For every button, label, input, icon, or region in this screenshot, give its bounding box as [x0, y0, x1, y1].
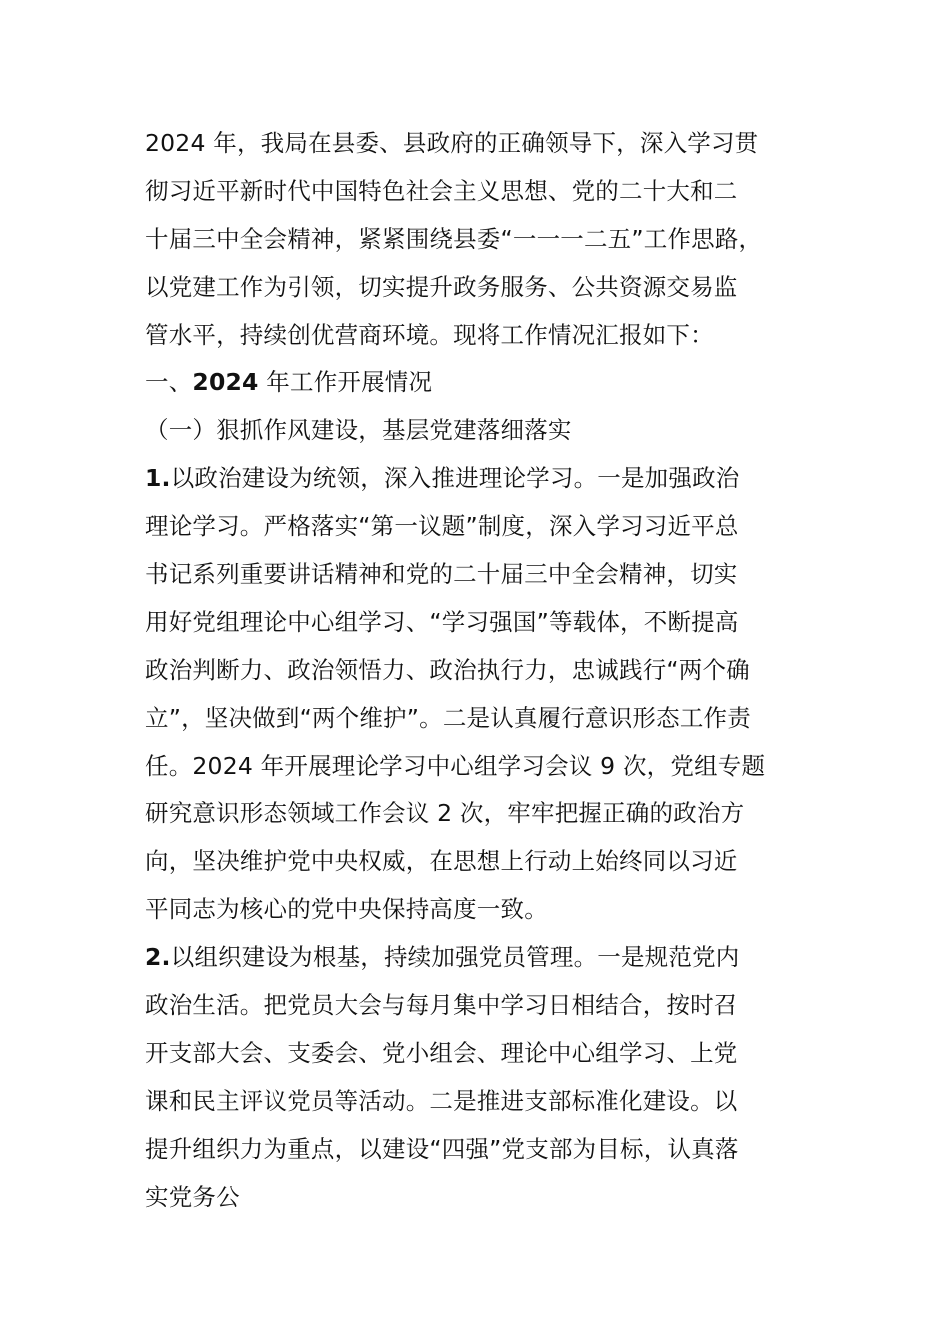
item-line: 实党务公	[145, 1182, 240, 1211]
section-title: 年工作开展情况	[258, 368, 433, 397]
item-line: 平同志为核心的党中央保持高度一致。	[145, 895, 548, 924]
intro-line: 十届三中全会精神，紧紧围绕县委“一一一二五”工作思路，	[145, 224, 763, 253]
subsection-heading: （一）狠抓作风建设，基层党建落细落实	[145, 416, 572, 445]
item-first-line	[145, 455, 845, 503]
section-heading	[145, 359, 845, 407]
item-line: 向，坚决维护党中央权威，在思想上行动上始终同以习近	[145, 847, 738, 876]
item-line: 用好党组理论中心组学习、“学习强国”等载体，不断提高	[145, 607, 739, 636]
document-page	[145, 120, 845, 1221]
item-title: 以政治建设为统领，深入推进理论学习。一是加强政治	[170, 464, 740, 493]
item-title: 以组织建设为根基，持续加强党员管理。一是规范党内	[170, 943, 740, 972]
item-first-line	[145, 934, 845, 982]
item-line: 政治生活。把党员大会与每月集中学习日相结合，按时召	[145, 991, 738, 1020]
item-line: 课和民主评议党员等活动。二是推进支部标准化建设。以	[145, 1086, 738, 1115]
item-line: 理论学习。严格落实“第一议题”制度，深入学习习近平总	[145, 512, 739, 541]
intro-line: 管水平，持续创优营商环境。现将工作情况汇报如下：	[145, 320, 714, 349]
item-number: 1.	[145, 464, 171, 493]
item-line: 政治判断力、政治领悟力、政治执行力，忠诚践行“两个确	[145, 655, 750, 684]
intro-line: 彻习近平新时代中国特色社会主义思想、党的二十大和二	[145, 176, 738, 205]
item-line: 任。2024 年开展理论学习中心组学习会议 9 次，党组专题	[145, 751, 766, 780]
item-line: 开支部大会、支委会、党小组会、理论中心组学习、上党	[145, 1038, 738, 1067]
intro-line: 以党建工作为引领，切实提升政务服务、公共资源交易监	[145, 272, 738, 301]
item-line: 研究意识形态领域工作会议 2 次，牢牢把握正确的政治方	[145, 799, 745, 828]
item-line: 提升组织力为重点，以建设“四强”党支部为目标，认真落	[145, 1134, 739, 1163]
item-line: 书记系列重要讲话精神和党的二十届三中全会精神，切实	[145, 560, 738, 589]
section-prefix: 一、	[145, 368, 193, 397]
section-year: 2024	[192, 368, 259, 397]
item-line: 立”，坚决做到“两个维护”。二是认真履行意识形态工作责	[145, 703, 751, 732]
item-number: 2.	[145, 943, 171, 972]
intro-line: 2024 年，我局在县委、县政府的正确领导下，深入学习贯	[145, 129, 759, 157]
